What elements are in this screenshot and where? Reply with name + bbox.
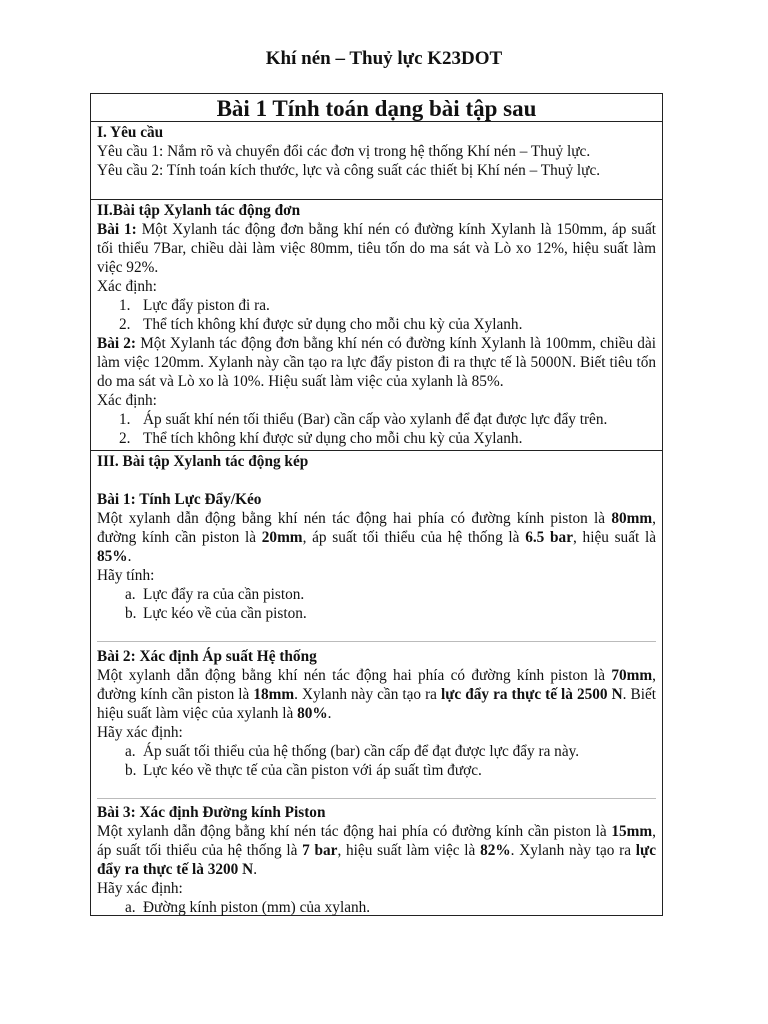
value-run: 15mm (611, 823, 653, 840)
item-number: 2. (119, 430, 131, 447)
text-run: , hiệu suất làm việc là (337, 842, 481, 859)
value-run: 7 bar (302, 842, 338, 859)
section-heading: III. Bài tập Xylanh tác động kép (97, 453, 309, 470)
item-letter: a. (125, 586, 136, 603)
exercise-box (90, 93, 663, 916)
question-list (97, 296, 656, 334)
list-item (97, 315, 656, 334)
list-item (97, 296, 656, 315)
text-run: , áp suất tối thiểu của hệ thống là (302, 529, 526, 546)
item-text: Áp suất tối thiểu của hệ thống (bar) cần cấp để đạt được lực đẩy ra này. (143, 743, 580, 760)
problem-label: Bài 1: (97, 221, 137, 238)
requirement-2: Yêu cầu 2: Tính toán kích thước, lực và công suất các thiết bị Khí nén – Thuỷ lực. (97, 162, 601, 179)
section-requirements (91, 121, 662, 199)
problem-title: Bài 3: Xác định Đường kính Piston (97, 804, 326, 821)
value-run: 85% (97, 548, 128, 565)
question-list (97, 585, 656, 623)
problem-3-text (97, 822, 656, 879)
problem-title: Bài 2: Xác định Áp suất Hệ thống (97, 648, 317, 665)
item-text: Thể tích không khí được sử dụng cho mỗi chu kỳ của Xylanh. (143, 316, 523, 333)
item-text: Lực kéo về thực tế của cần piston với áp suất tìm được. (143, 762, 482, 779)
text-run: , hiệu suất là (573, 529, 656, 546)
problem-ask: Hãy tính: (97, 567, 155, 584)
text-run: . Xylanh này cần tạo ra (294, 686, 441, 703)
problem-title: Bài 1: Tính Lực Đẩy/Kéo (97, 491, 262, 508)
value-run: 70mm (611, 667, 653, 684)
problem-1-text (97, 220, 656, 277)
item-text: Lực đẩy piston đi ra. (143, 297, 270, 314)
text-run: Một xylanh dẫn động bằng khí nén tác động hai phía có đường kính piston là (97, 667, 612, 684)
requirement-1: Yêu cầu 1: Nắm rõ và chuyển đổi các đơn vị trong hệ thống Khí nén – Thuỷ lực. (97, 143, 591, 160)
item-number: 1. (119, 297, 131, 314)
list-item (97, 742, 656, 761)
item-text: Đường kính piston (mm) của xylanh. (143, 899, 371, 916)
list-item (97, 410, 656, 429)
value-run: 80mm (611, 510, 653, 527)
value-run: lực đẩy ra thực tế là 2500 N (441, 686, 623, 703)
problem-label: Bài 2: (97, 335, 137, 352)
problem-ask: Hãy xác định: (97, 880, 183, 897)
text-run: . (327, 705, 332, 722)
text-run: , áp suất tối thiểu của hệ thống là (97, 823, 656, 859)
problem-2-block (91, 647, 662, 797)
problem-body: Một Xylanh tác động đơn bằng khí nén có đường kính Xylanh là 100mm, chiều dài làm việc 120mm. Xylanh này cần tạo ra lực đẩy piston đi ra thực tế là 5000N. Biết tiêu tốn do ma sát và Lò xo là 10%. Hiệu suất làm việc của xylanh là 85%. (97, 335, 656, 390)
question-list (97, 898, 656, 917)
value-run: 6.5 bar (525, 529, 573, 546)
section-heading: II.Bài tập Xylanh tác động đơn (97, 202, 301, 219)
document-title: Khí nén – Thuỷ lực K23DOT (265, 48, 503, 69)
text-run: . (253, 861, 258, 878)
box-title: Bài 1 Tính toán dạng bài tập sau (216, 96, 537, 121)
problem-body: Một Xylanh tác động đơn bằng khí nén có đường kính Xylanh là 150mm, áp suất tối thiểu 7Bar, chiều dài làm việc 80mm, tiêu tốn do ma sát và Lò xo 12%, hiệu suất làm việc 92%. (97, 221, 656, 276)
box-title-row (91, 94, 662, 121)
problem-2-text (97, 334, 656, 391)
text-run: . Biết hiệu suất làm việc của xylanh là (97, 686, 656, 722)
value-run: 80% (297, 705, 328, 722)
text-run: . Xylanh này tạo ra (510, 842, 636, 859)
list-item (97, 604, 656, 623)
item-text: Áp suất khí nén tối thiểu (Bar) cần cấp vào xylanh để đạt được lực đẩy trên. (143, 411, 608, 428)
item-letter: b. (125, 605, 137, 622)
problem-ask: Xác định: (97, 278, 157, 295)
question-list (97, 742, 656, 780)
item-letter: a. (125, 899, 136, 916)
list-item (97, 761, 656, 780)
item-letter: b. (125, 762, 137, 779)
problem-2-text (97, 666, 656, 723)
divider (97, 641, 656, 642)
item-number: 2. (119, 316, 131, 333)
item-number: 1. (119, 411, 131, 428)
text-run: , đường kính cần piston là (97, 510, 656, 546)
problem-ask: Xác định: (97, 392, 157, 409)
problem-ask: Hãy xác định: (97, 724, 183, 741)
text-run: Một xylanh dẫn động bằng khí nén tác động hai phía có đường kính piston là (97, 510, 612, 527)
value-run: 18mm (253, 686, 295, 703)
item-text: Thể tích không khí được sử dụng cho mỗi chu kỳ của Xylanh. (143, 430, 523, 447)
list-item (97, 429, 656, 448)
item-text: Lực kéo về của cần piston. (143, 605, 307, 622)
list-item (97, 898, 656, 917)
item-text: Lực đẩy ra của cần piston. (143, 586, 305, 603)
problem-1-text (97, 509, 656, 566)
question-list (97, 410, 656, 448)
value-run: 20mm (261, 529, 303, 546)
value-run: lực đẩy ra thực tế là 3200 N (97, 842, 657, 878)
list-item (97, 585, 656, 604)
text-run: Một xylanh dẫn động bằng khí nén tác động hai phía có đường kính cần piston là (97, 823, 612, 840)
text-run: . (127, 548, 132, 565)
text-run: , đường kính cần piston là (97, 667, 656, 703)
item-letter: a. (125, 743, 136, 760)
problem-3-block (91, 803, 662, 915)
value-run: 82% (480, 842, 511, 859)
section-single-acting (91, 199, 662, 450)
divider (97, 798, 656, 799)
section-heading: I. Yêu cầu (97, 124, 164, 141)
